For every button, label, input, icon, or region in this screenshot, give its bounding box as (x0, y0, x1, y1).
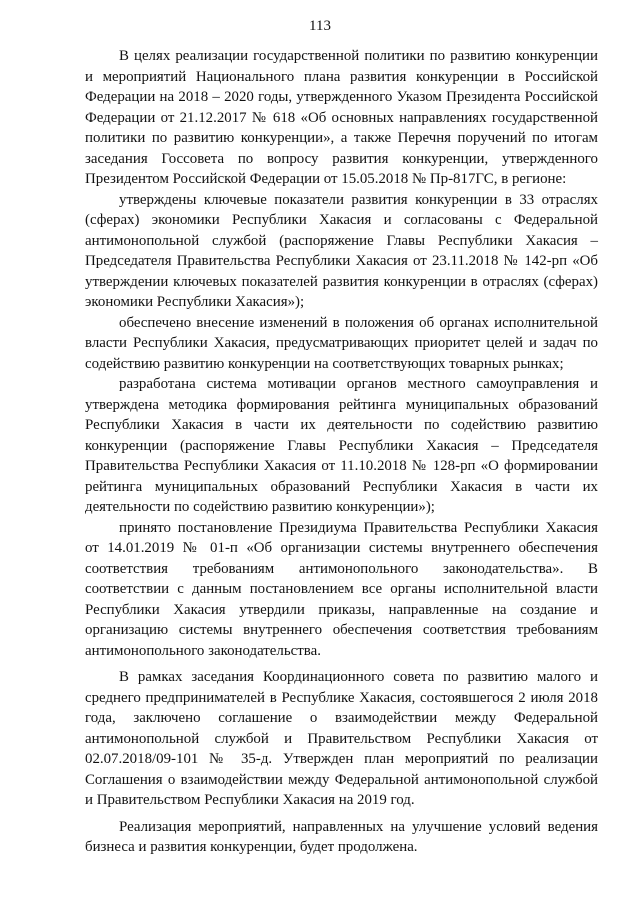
paragraph-executive-bodies: обеспечено внесение изменений в положения об органах исполнительной власти Республики Хакасия, предусматривающих приоритет целей и задач по содействию развитию конкуренции на соответствующих товарных рынках; (85, 314, 598, 372)
paragraph-conclusion: Реализация мероприятий, направленных на улучшение условий ведения бизнеса и развития конкуренции, будет продолжена. (85, 818, 598, 855)
paragraph-resolution: принято постановление Президиума Правительства Республики Хакасия от 14.01.2019 № 01-п «Об организации системы внутреннего обеспечения соответствия требованиям антимонопольного законодательства». В соответствии с данным постановлением все органы исполнительной власти Республики Хакасия утвердили приказы, направленные на создание и организацию системы внутреннего обеспечения соответствия требованиям антимонопольного законодательства. (85, 519, 598, 659)
document-body (85, 46, 598, 858)
paragraph-agreement: В рамках заседания Координационного совета по развитию малого и среднего предпринимателей в Республике Хакасия, состоявшегося 2 июля 2018 года, заключено соглашение о взаимодействии между Федеральной антимонопольной службой и Правительством Республики Хакасия от 02.07.2018/09-101 № 35-д. Утвержден план мероприятий по реализации Соглашения о взаимодействии между Федеральной антимонопольной службой и Правительством Республики Хакасия на 2019 год. (85, 669, 598, 808)
page-number: 113 (309, 18, 331, 34)
paragraph-intro: В целях реализации государственной политики по развитию конкуренции и мероприятий Национального плана развития конкуренции в Российской Федерации на 2018 – 2020 годы, утвержденного Указом Президента Российской Федерации от 21.12.2017 № 618 «Об основных направлениях государственной политики по развитию конкуренции», а также Перечня поручений по итогам заседания Госсовета по вопросу развития конкуренции, утвержденного Президентом Российской Федерации от 15.05.2018 № Пр-817ГС, в регионе: (85, 48, 598, 187)
paragraph-key-indicators: утверждены ключевые показатели развития конкуренции в 33 отраслях (сферах) экономики Республики Хакасия и согласованы с Федеральной антимонопольной службой (распоряжение Главы Республики Хакасия – Председателя Правительства Республики Хакасия от 23.11.2018 № 142-рп «Об утверждении ключевых показателей развития конкуренции в отраслях (сферах) экономики Республики Хакасия»); (85, 191, 598, 310)
paragraph-motivation-system: разработана система мотивации органов местного самоуправления и утверждена методика формирования рейтинга муниципальных образований Республики Хакасия в части их деятельности по содействию развитию конкуренции (распоряжение Главы Республики Хакасия – Председателя Правительства Республики Хакасия от 11.10.2018 № 128-рп «О формировании рейтинга муниципальных образований Республики Хакасия в части их деятельности по содействию развитию конкуренции»); (85, 376, 598, 515)
